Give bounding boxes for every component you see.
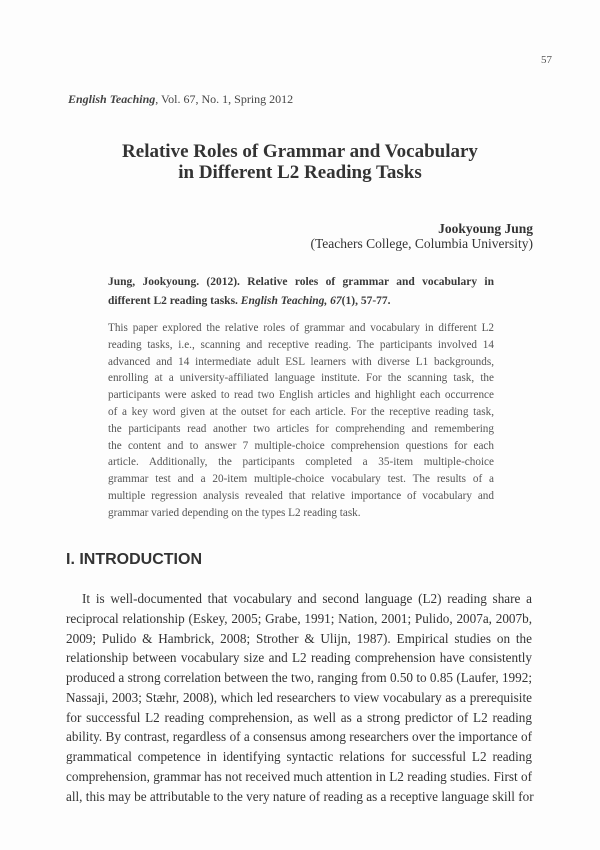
abstract-line: advanced and 14 intermediate adult ESL learners with diverse L1 backgrounds, (108, 355, 494, 368)
citation-line-1: Jung, Jookyoung. (2012). Relative roles of grammar and vocabulary in (108, 276, 494, 288)
journal-details: , Vol. 67, No. 1, Spring 2012 (155, 92, 294, 106)
citation-journal: English Teaching, 67 (240, 295, 342, 307)
abstract-line: reading tasks, i.e., scanning and receptive reading. The participants involved 14 (108, 338, 494, 351)
abstract-line: the content and to answer 7 multiple-choice comprehension questions for each (108, 439, 494, 452)
paper-title (0, 141, 600, 183)
citation (108, 273, 494, 311)
body-line: It is well-documented that vocabulary and second language (L2) reading share a (82, 591, 532, 606)
abstract-line: grammar varied depending on the types L2 reading task. (108, 506, 361, 519)
citation-prefix: different L2 reading tasks. (108, 295, 241, 307)
page-number: 57 (541, 54, 552, 66)
body-line: reciprocal relationship (Eskey, 2005; Grabe, 1991; Nation, 2001; Pulido, 2007a, 2007b, (66, 610, 532, 626)
journal-header (68, 92, 293, 107)
body-line: produced a strong correlation between the two, ranging from 0.50 to 0.85 (Laufer, 1992; (66, 670, 532, 685)
body-line: comprehension, grammar has not received much attention in L2 reading studies. First of (66, 768, 532, 784)
author-affiliation: (Teachers College, Columbia University) (310, 236, 533, 251)
section-heading: I. INTRODUCTION (66, 551, 202, 568)
abstract-line: grammar test and a 20-item multiple-choice vocabulary test. The results of a (108, 473, 494, 486)
body-line: 2009; Pulido & Hambrick, 2008; Strother & Ulijn, 1987). Empirical studies on the (66, 630, 532, 646)
citation-line-2 (108, 292, 494, 311)
body-line: ability. By contrast, regardless of a consensus among researchers over the importance of (66, 729, 532, 745)
citation-suffix: (1), 57-77. (341, 295, 391, 307)
body-line: for successful L2 reading comprehension, as well as a strong predictor of L2 reading (66, 709, 532, 725)
title-line-2: in Different L2 Reading Tasks (178, 162, 422, 183)
abstract-line: article. Additionally, the participants completed a 35-item multiple-choice (108, 456, 494, 469)
abstract-line: the participants read another two articles for comprehending and remembering (108, 422, 494, 435)
abstract-line: participants were asked to read two English articles and highlight each occurrence (108, 389, 494, 402)
abstract-line: of a key word given at the outset for each article. For the receptive reading task, (108, 405, 494, 418)
body-line: all, this may be attributable to the very nature of reading as a receptive language skill for (66, 788, 534, 804)
abstract-line: This paper explored the relative roles of grammar and vocabulary in different L2 (108, 322, 494, 334)
body-line: Nassaji, 2003; Stæhr, 2008), which led researchers to view vocabulary as a prerequisite (66, 689, 532, 705)
title-line-1: Relative Roles of Grammar and Vocabulary (122, 141, 478, 162)
body-line: relationship between vocabulary size and L2 reading comprehension have consistently (66, 650, 532, 666)
abstract-line: enrolling at a university-affiliated language institute. For the scanning task, the (108, 372, 494, 385)
abstract (108, 320, 494, 522)
body-text (66, 589, 532, 806)
body-line: grammatical competence in identifying syntactic relations for successful L2 reading (66, 749, 532, 764)
journal-name: English Teaching (68, 92, 156, 106)
abstract-line: multiple regression analysis revealed that relative importance of vocabulary and (108, 489, 494, 502)
author-name: Jookyoung Jung (438, 221, 533, 236)
